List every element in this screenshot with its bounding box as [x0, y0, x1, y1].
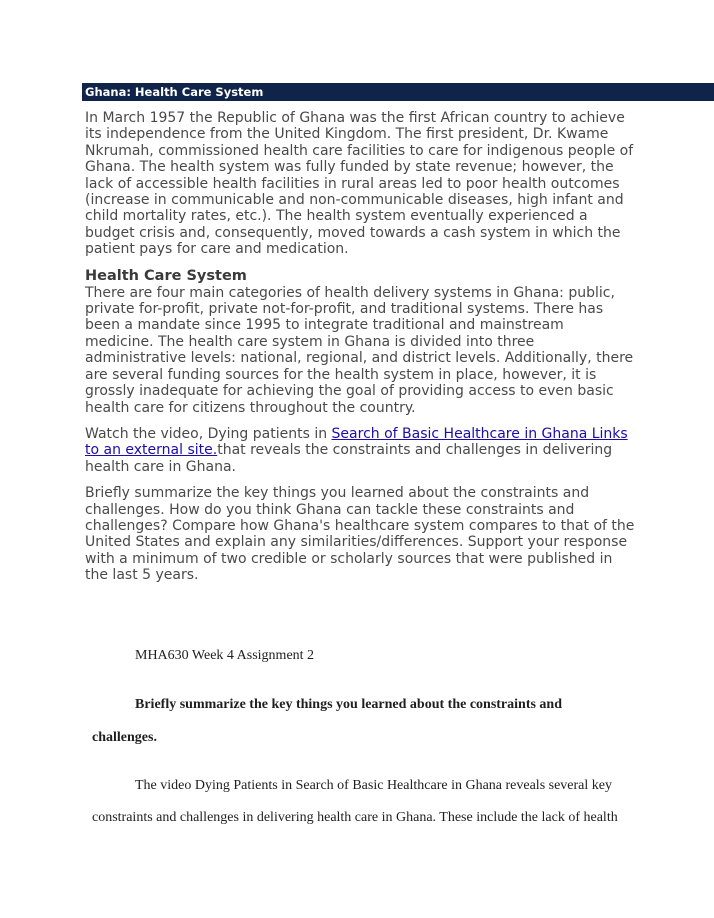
health-care-system-paragraph: There are four main categories of health delivery systems in Ghana: public, private for-profit, private not-for-profit, and traditional systems. There has been a mandate since 1995 to integrate traditional and mainstream medicine. The health care system in Ghana is divided into three administrative levels: national, regional, and district levels. Additionally, there are several funding sources for the health system in place, however, it is grossly inadequate for achieving the goal of providing access to even basic health care for citizens throughout the country.	[85, 284, 634, 416]
essay-body-line-2: constraints and challenges in delivering health care in Ghana. These include the lack of health	[92, 810, 618, 825]
essay-question-line-1: Briefly summarize the key things you learned about the constraints and	[135, 697, 562, 712]
prompt-paragraph: Briefly summarize the key things you learned about the constraints and challenges. How do you think Ghana can tackle these constraints and challenges? Compare how Ghana's healthcare system compares to that of the United States and explain any similarities/differences. Support your response with a minimum of two credible or scholarly sources that were published in the last 5 years.	[85, 485, 635, 584]
video-prefix: Watch the video, Dying patients in	[85, 425, 332, 442]
video-paragraph	[85, 426, 635, 475]
banner-title: Ghana: Health Care System	[85, 85, 264, 99]
essay-body-line-1: The video Dying Patients in Search of Basic Healthcare in Ghana reveals several key	[135, 778, 612, 793]
video-suffix: that reveals the constraints and challenges in delivering health care in Ghana.	[85, 442, 613, 475]
video-link[interactable]: Search of Basic Healthcare in Ghana Links to an external site.	[85, 425, 628, 459]
assignment-description	[85, 110, 635, 594]
health-care-system-heading: Health Care System	[85, 267, 247, 284]
essay-title: MHA630 Week 4 Assignment 2	[135, 648, 315, 663]
section-banner	[82, 83, 714, 101]
intro-paragraph: In March 1957 the Republic of Ghana was the first African country to achieve its independence from the United Kingdom. The first president, Dr. Kwame Nkrumah, commissioned health care facilities to care for indigenous people of Ghana. The health system was fully funded by state revenue; however, the lack of accessible health facilities in rural areas led to poor health outcomes (increase in communicable and non-communicable diseases, high infant and child mortality rates, etc.). The health system eventually experienced a budget crisis and, consequently, moved towards a cash system in which the patient pays for care and medication.	[85, 110, 634, 258]
essay-question-line-2: challenges.	[92, 730, 157, 745]
